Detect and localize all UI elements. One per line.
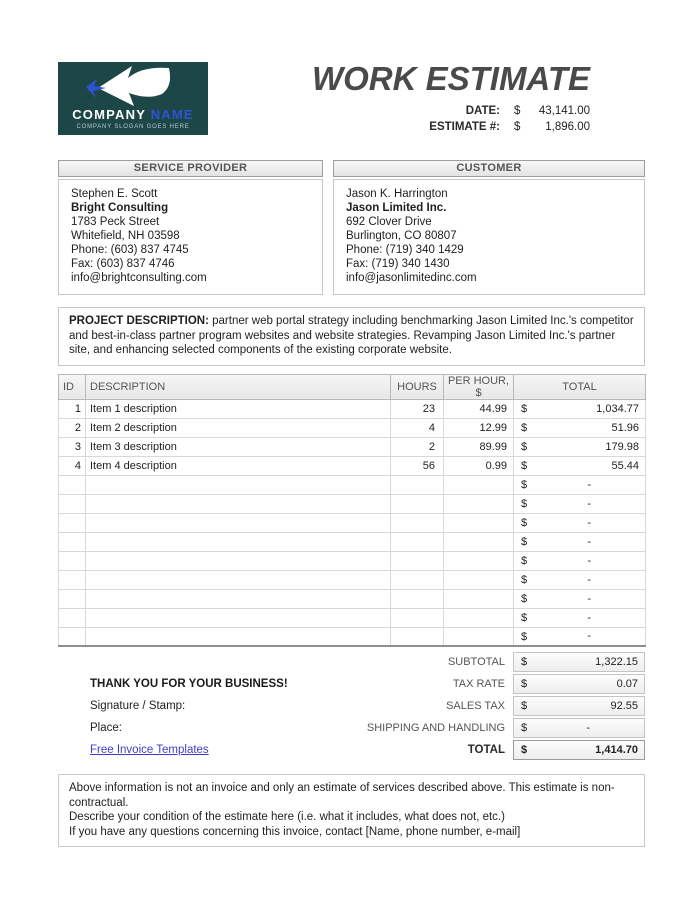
- provider-phone: Phone: (603) 837 4745: [71, 244, 189, 256]
- column-header-per-hour: PER HOUR, $: [444, 374, 514, 399]
- date-row: [312, 103, 590, 119]
- item-total-value: 179.98: [605, 440, 639, 453]
- empty-total-cell: [514, 608, 646, 627]
- empty-item-row: [59, 551, 646, 570]
- empty-description-cell: [86, 570, 391, 589]
- empty-item-row: [59, 627, 646, 646]
- empty-rate-cell: [444, 627, 514, 646]
- empty-hours-cell: [391, 627, 444, 646]
- column-header-hours: HOURS: [391, 374, 444, 399]
- summary-label: SUBTOTAL: [447, 656, 505, 668]
- summary-value-cell: [513, 718, 645, 738]
- item-description-cell: Item 2 description: [86, 418, 391, 437]
- item-total-value: 55.44: [611, 459, 639, 472]
- item-id-cell: 4: [59, 456, 86, 475]
- empty-id-cell: [59, 513, 86, 532]
- item-total-value: 51.96: [611, 421, 639, 434]
- empty-item-row: [59, 570, 646, 589]
- empty-total-value: -: [587, 535, 591, 548]
- item-row: [59, 399, 646, 418]
- provider-email: info@brightconsulting.com: [71, 272, 207, 284]
- summary-left-area: [58, 700, 446, 712]
- thank-you-text: THANK YOU FOR YOUR BUSINESS!: [90, 678, 288, 690]
- currency-symbol: $: [521, 611, 528, 624]
- summary-value: 1,322.15: [595, 656, 638, 668]
- summary-label: TAX RATE: [452, 678, 505, 690]
- empty-item-row: [59, 532, 646, 551]
- empty-total-value: -: [587, 573, 591, 586]
- empty-total-value: -: [587, 554, 591, 567]
- empty-item-row: [59, 608, 646, 627]
- customer-email: info@jasonlimitedinc.com: [346, 272, 477, 284]
- empty-item-row: [59, 513, 646, 532]
- empty-rate-cell: [444, 551, 514, 570]
- item-hours-cell: 2: [391, 437, 444, 456]
- column-header-total: TOTAL: [514, 374, 646, 399]
- item-rate-cell: 89.99: [444, 437, 514, 456]
- empty-hours-cell: [391, 532, 444, 551]
- empty-total-value: -: [587, 592, 591, 605]
- empty-description-cell: [86, 627, 391, 646]
- empty-total-cell: [514, 532, 646, 551]
- empty-rate-cell: [444, 589, 514, 608]
- summary-row: [58, 717, 645, 739]
- empty-rate-cell: [444, 475, 514, 494]
- empty-id-cell: [59, 494, 86, 513]
- empty-description-cell: [86, 608, 391, 627]
- summary-row: [58, 739, 645, 761]
- service-provider-details: [58, 179, 323, 295]
- currency-symbol: $: [521, 592, 528, 605]
- currency-symbol: $: [521, 678, 528, 690]
- item-row: [59, 418, 646, 437]
- item-description-cell: Item 4 description: [86, 456, 391, 475]
- currency-symbol: $: [521, 497, 528, 510]
- item-total-cell: [514, 437, 646, 456]
- summary-left-area: [58, 744, 468, 756]
- item-description-cell: Item 1 description: [86, 399, 391, 418]
- company-logo: [58, 62, 208, 135]
- empty-hours-cell: [391, 513, 444, 532]
- empty-item-row: [59, 475, 646, 494]
- empty-rate-cell: [444, 570, 514, 589]
- place-label: Place:: [90, 722, 122, 734]
- provider-name: Stephen E. Scott: [71, 188, 158, 200]
- empty-total-value: -: [587, 516, 591, 529]
- footer-line-1: Above information is not an invoice and only an estimate of services described above. This estimate is non-contractual.: [69, 782, 615, 809]
- summary-value-cell: [513, 696, 645, 716]
- item-id-cell: 3: [59, 437, 86, 456]
- project-description-box: [58, 307, 645, 366]
- summary-value-cell: [513, 740, 645, 760]
- footer-line-3: If you have any questions concerning this invoice, contact [Name, phone number, e-mail]: [69, 825, 521, 838]
- currency-symbol: $: [521, 402, 528, 415]
- item-hours-cell: 23: [391, 399, 444, 418]
- empty-rate-cell: [444, 513, 514, 532]
- empty-total-cell: [514, 494, 646, 513]
- column-header-description: DESCRIPTION: [86, 374, 391, 399]
- header-right: [312, 62, 590, 135]
- empty-total-value: -: [587, 478, 591, 491]
- customer-details: [333, 179, 645, 295]
- item-hours-cell: 56: [391, 456, 444, 475]
- empty-rate-cell: [444, 532, 514, 551]
- empty-total-cell: [514, 513, 646, 532]
- empty-hours-cell: [391, 589, 444, 608]
- item-row: [59, 456, 646, 475]
- summary-label: SHIPPING AND HANDLING: [366, 722, 505, 734]
- estimate-number-row: [312, 119, 590, 135]
- customer-name: Jason K. Harrington: [346, 188, 448, 200]
- estimate-number-value: 1,896.00: [545, 121, 590, 133]
- item-total-cell: [514, 418, 646, 437]
- summary-value-cell: [513, 674, 645, 694]
- item-rate-cell: 44.99: [444, 399, 514, 418]
- column-header-id: ID: [59, 374, 86, 399]
- empty-total-cell: [514, 475, 646, 494]
- empty-hours-cell: [391, 551, 444, 570]
- empty-id-cell: [59, 608, 86, 627]
- currency-symbol: $: [521, 535, 528, 548]
- empty-item-row: [59, 494, 646, 513]
- empty-id-cell: [59, 532, 86, 551]
- item-rate-cell: 0.99: [444, 456, 514, 475]
- empty-item-row: [59, 589, 646, 608]
- empty-description-cell: [86, 551, 391, 570]
- signature-stamp-label: Signature / Stamp:: [90, 700, 186, 712]
- customer-address1: 692 Clover Drive: [346, 216, 432, 228]
- provider-address1: 1783 Peck Street: [71, 216, 160, 228]
- empty-total-cell: [514, 589, 646, 608]
- date-label: DATE:: [465, 105, 500, 117]
- empty-total-cell: [514, 627, 646, 646]
- project-description-label: PROJECT DESCRIPTION:: [69, 315, 209, 327]
- currency-symbol: $: [521, 700, 528, 712]
- summary-value-cell: [513, 652, 645, 672]
- empty-hours-cell: [391, 475, 444, 494]
- currency-symbol: $: [521, 459, 528, 472]
- summary-section: [58, 651, 645, 761]
- provider-address2: Whitefield, NH 03598: [71, 230, 180, 242]
- item-description-cell: Item 3 description: [86, 437, 391, 456]
- currency-symbol: $: [521, 516, 528, 529]
- date-value: 43,141.00: [538, 105, 590, 117]
- currency-symbol: $: [521, 440, 528, 453]
- summary-row: [58, 651, 645, 673]
- provider-fax: Fax: (603) 837 4746: [71, 258, 175, 270]
- summary-row: [58, 695, 645, 717]
- empty-description-cell: [86, 475, 391, 494]
- empty-total-value: -: [587, 630, 591, 643]
- currency-symbol: $: [521, 573, 528, 586]
- document-header: [58, 62, 645, 135]
- empty-rate-cell: [444, 608, 514, 627]
- footer-line-2: Describe your condition of the estimate here (i.e. what it includes, what does not, etc.): [69, 811, 505, 823]
- item-id-cell: 1: [59, 399, 86, 418]
- currency-symbol: $: [521, 630, 528, 643]
- empty-hours-cell: [391, 608, 444, 627]
- summary-label: SALES TAX: [446, 700, 505, 712]
- currency-symbol: $: [521, 744, 528, 756]
- logo-company-name: COMPANY NAME: [72, 107, 194, 122]
- logo-slogan: COMPANY SLOGAN GOES HERE: [76, 124, 190, 130]
- empty-id-cell: [59, 570, 86, 589]
- customer-address2: Burlington, CO 80807: [346, 230, 457, 242]
- summary-value: 1,414.70: [595, 744, 638, 756]
- item-rate-cell: 12.99: [444, 418, 514, 437]
- project-description-text: partner web portal strategy including benchmarking Jason Limited Inc.'s competitor and best-in-class partner program websites and website strategies. Revamping Jason Limited Inc.'s partner site, and enhancing selected components of the existing corporate website.: [69, 315, 634, 356]
- summary-value: -: [586, 722, 590, 734]
- empty-id-cell: [59, 627, 86, 646]
- currency-symbol: $: [521, 554, 528, 567]
- service-provider-header: SERVICE PROVIDER: [58, 160, 323, 177]
- empty-rate-cell: [444, 494, 514, 513]
- item-total-cell: [514, 456, 646, 475]
- currency-symbol: $: [521, 656, 528, 668]
- summary-left-area: [58, 722, 367, 734]
- empty-hours-cell: [391, 570, 444, 589]
- empty-description-cell: [86, 589, 391, 608]
- items-table-body: [59, 399, 646, 646]
- summary-value: 92.55: [610, 700, 638, 712]
- currency-symbol: $: [521, 421, 528, 434]
- currency-symbol: $: [521, 722, 528, 734]
- summary-label: TOTAL: [467, 744, 505, 756]
- empty-description-cell: [86, 513, 391, 532]
- summary-left-area: [58, 678, 453, 690]
- empty-description-cell: [86, 494, 391, 513]
- customer-fax: Fax: (719) 340 1430: [346, 258, 450, 270]
- item-total-cell: [514, 399, 646, 418]
- items-table-header-row: [59, 374, 646, 399]
- customer-company: Jason Limited Inc.: [346, 202, 447, 214]
- summary-row: [58, 673, 645, 695]
- empty-total-value: -: [587, 611, 591, 624]
- customer-phone: Phone: (719) 340 1429: [346, 244, 464, 256]
- free-invoice-templates-link[interactable]: Free Invoice Templates: [90, 744, 209, 756]
- provider-company: Bright Consulting: [71, 202, 169, 214]
- items-table: [58, 374, 646, 648]
- estimate-number-label: ESTIMATE #:: [429, 121, 500, 133]
- empty-hours-cell: [391, 494, 444, 513]
- empty-total-cell: [514, 551, 646, 570]
- estimate-number-currency: $: [514, 121, 521, 133]
- date-currency: $: [514, 105, 521, 117]
- empty-total-cell: [514, 570, 646, 589]
- item-hours-cell: 4: [391, 418, 444, 437]
- parties-section: [58, 160, 645, 295]
- customer-header: CUSTOMER: [333, 160, 645, 177]
- estimate-document: [0, 62, 696, 901]
- empty-description-cell: [86, 532, 391, 551]
- empty-total-value: -: [587, 497, 591, 510]
- item-id-cell: 2: [59, 418, 86, 437]
- item-row: [59, 437, 646, 456]
- currency-symbol: $: [521, 478, 528, 491]
- service-provider-box: [58, 160, 323, 295]
- empty-id-cell: [59, 475, 86, 494]
- page-title: WORK ESTIMATE: [311, 60, 590, 97]
- item-total-value: 1,034.77: [596, 402, 639, 415]
- empty-id-cell: [59, 589, 86, 608]
- summary-value: 0.07: [616, 678, 638, 690]
- empty-id-cell: [59, 551, 86, 570]
- customer-box: [333, 160, 645, 295]
- footer-note-box: [58, 774, 645, 847]
